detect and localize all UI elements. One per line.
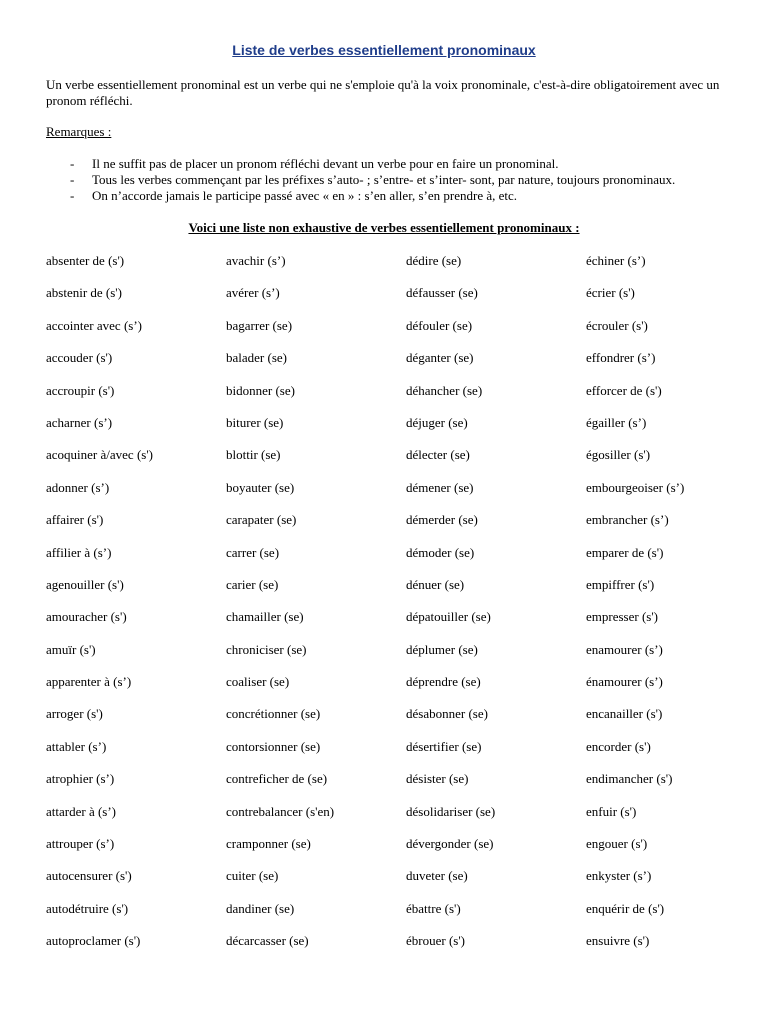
verb-item: autoproclamer (s') — [46, 933, 141, 949]
verb-item: démerder (se) — [406, 512, 478, 528]
verb-item: biturer (se) — [226, 414, 284, 430]
bullet-dash: - — [70, 188, 75, 203]
verb-item: accroupir (s') — [46, 382, 115, 398]
verb-item: énamourer (s’) — [586, 674, 663, 690]
verb-item: abstenir de (s') — [46, 285, 122, 301]
verb-column-2 — [226, 253, 334, 966]
verb-item: cuiter (se) — [226, 868, 279, 884]
remark-item — [46, 172, 746, 188]
verb-item: carapater (se) — [226, 512, 297, 528]
verb-item: bidonner (se) — [226, 382, 295, 398]
verb-item: délecter (se) — [406, 447, 470, 463]
verb-item: autocensurer (s') — [46, 868, 132, 884]
verb-item: enamourer (s’) — [586, 641, 663, 657]
verb-item: bagarrer (se) — [226, 317, 293, 333]
verb-item: amouracher (s') — [46, 609, 127, 625]
verb-item: carrer (se) — [226, 544, 280, 560]
verb-item: dépatouiller (se) — [406, 609, 491, 625]
verb-item: emparer de (s') — [586, 544, 664, 560]
verb-item: endimancher (s') — [586, 771, 673, 787]
remark-text: Tous les verbes commençant par les préfixes s’auto- ; s’entre- et s’inter- sont, par nature, toujours pronominaux. — [92, 172, 676, 187]
verb-item: déprendre (se) — [406, 674, 481, 690]
verb-item: efforcer de (s') — [586, 382, 662, 398]
verb-item: déhancher (se) — [406, 382, 483, 398]
verb-item: embourgeoiser (s’) — [586, 479, 685, 495]
verb-item: acharner (s’) — [46, 414, 113, 430]
verb-item: boyauter (se) — [226, 479, 295, 495]
intro-paragraph: Un verbe essentiellement pronominal est un verbe qui ne s'emploie qu'à la voix pronominale, c'est-à-dire obligatoirement avec un pronom réfléchi. — [46, 77, 720, 108]
verb-item: contorsionner (se) — [226, 738, 321, 754]
verb-item: cramponner (se) — [226, 836, 311, 852]
verb-item: démoder (se) — [406, 544, 475, 560]
verb-item: contreficher de (se) — [226, 771, 328, 787]
remark-text: Il ne suffit pas de placer un pronom réfléchi devant un verbe pour en faire un pronominal. — [92, 156, 559, 171]
verb-item: désister (se) — [406, 771, 469, 787]
verb-item: duveter (se) — [406, 868, 468, 884]
verb-item: chamailler (se) — [226, 609, 304, 625]
verb-item: engouer (s') — [586, 836, 648, 852]
verb-item: désabonner (se) — [406, 706, 488, 722]
verb-item: égosiller (s') — [586, 447, 651, 463]
verb-item: écrier (s') — [586, 285, 635, 301]
verb-item: accouder (s') — [46, 350, 113, 366]
verb-item: embrancher (s’) — [586, 512, 669, 528]
verb-item: enfuir (s') — [586, 803, 637, 819]
verb-item: déplumer (se) — [406, 641, 478, 657]
verb-column-1 — [46, 253, 153, 966]
verb-item: carier (se) — [226, 576, 279, 592]
verb-item: défausser (se) — [406, 285, 478, 301]
verb-item: arroger (s') — [46, 706, 103, 722]
verb-item: avérer (s’) — [226, 285, 280, 301]
verb-item: accointer avec (s’) — [46, 317, 142, 333]
verb-item: défouler (se) — [406, 317, 473, 333]
verb-item: ébrouer (s') — [406, 933, 466, 949]
verb-item: égailler (s’) — [586, 414, 647, 430]
verb-column-3 — [406, 253, 495, 966]
verb-item: adonner (s’) — [46, 479, 110, 495]
verb-item: démener (se) — [406, 479, 474, 495]
verb-item: apparenter à (s’) — [46, 674, 132, 690]
verb-item: décarcasser (se) — [226, 933, 309, 949]
verb-item: agenouiller (s') — [46, 576, 124, 592]
verb-item: dédire (se) — [406, 253, 462, 268]
verb-item: enquérir de (s') — [586, 900, 665, 916]
verb-item: ensuivre (s') — [586, 933, 650, 949]
verb-item: avachir (s’) — [226, 253, 286, 268]
remark-text: On n’accorde jamais le participe passé avec « en » : s’en aller, s’en prendre à, etc. — [92, 188, 518, 203]
remark-item — [46, 188, 746, 204]
verb-item: enkyster (s’) — [586, 868, 652, 884]
verb-item: contrebalancer (s'en) — [226, 803, 335, 819]
verb-item: ébattre (s') — [406, 900, 461, 916]
verb-item: affilier à (s’) — [46, 544, 112, 560]
verb-item: échiner (s’) — [586, 253, 646, 268]
verb-item: empresser (s') — [586, 609, 659, 625]
verb-item: autodétruire (s') — [46, 900, 129, 916]
verb-item: attarder à (s’) — [46, 803, 117, 819]
verb-item: coaliser (se) — [226, 674, 290, 690]
verb-item: effondrer (s’) — [586, 350, 656, 366]
remarks-heading: Remarques : — [46, 124, 112, 139]
verb-item: chroniciser (se) — [226, 641, 307, 657]
verb-item: dénuer (se) — [406, 576, 465, 592]
verb-item: attabler (s’) — [46, 738, 107, 754]
verb-item: encanailler (s') — [586, 706, 663, 722]
verb-item: amuïr (s') — [46, 641, 96, 657]
verb-item: déganter (se) — [406, 350, 474, 366]
verb-item: blottir (se) — [226, 447, 281, 463]
verb-item: désolidariser (se) — [406, 803, 496, 819]
verb-item: encorder (s') — [586, 738, 651, 754]
page-title: Liste de verbes essentiellement pronominaux — [232, 42, 536, 58]
verb-item: écrouler (s') — [586, 317, 648, 333]
verb-item: désertifier (se) — [406, 738, 482, 754]
verb-item: affairer (s') — [46, 512, 104, 528]
verb-item: concrétionner (se) — [226, 706, 321, 722]
verb-item: dévergonder (se) — [406, 836, 494, 852]
remark-item — [46, 156, 746, 172]
verb-item: acoquiner à/avec (s') — [46, 447, 154, 463]
verb-item: absenter de (s') — [46, 253, 125, 268]
list-heading: Voici une liste non exhaustive de verbes essentiellement pronominaux : — [188, 220, 580, 235]
verb-item: déjuger (se) — [406, 414, 468, 430]
verb-item: dandiner (se) — [226, 900, 295, 916]
bullet-dash: - — [70, 156, 75, 171]
verb-column-4 — [586, 253, 684, 966]
verb-item: attrouper (s’) — [46, 836, 115, 852]
remarks-list — [46, 156, 746, 204]
verb-item: atrophier (s’) — [46, 771, 115, 787]
verb-item: empiffrer (s') — [586, 576, 655, 592]
verb-item: balader (se) — [226, 350, 287, 366]
bullet-dash: - — [70, 172, 75, 187]
